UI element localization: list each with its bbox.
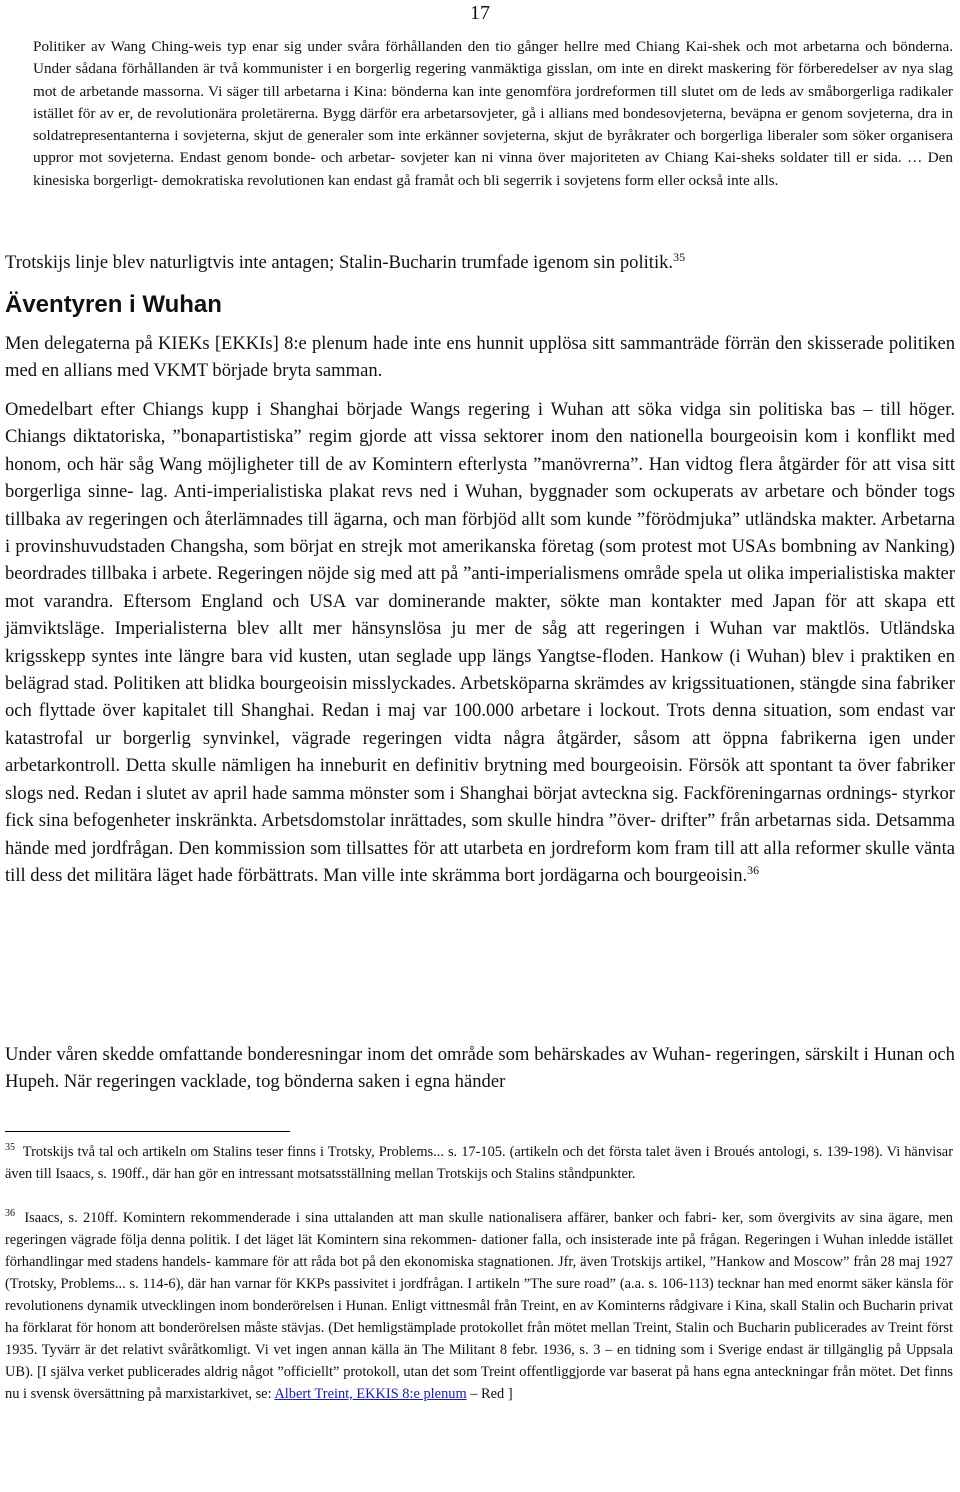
paragraph-trotsky-line: [5, 249, 955, 276]
paragraph-line: mot amerikanska företag (som protest mot USAs bombning av Nanking) beordrades tillbaka i: [5, 536, 955, 585]
paragraph-line: seglade upp längs Yangtse-floden. Hankow (i Wuhan) blev i praktiken en belägrad stad. Politiken: [5, 645, 956, 695]
paragraph-line: Men delegaterna på KIEKs [EKKIs] 8:e plenum hade inte ens hunnit upplösa sitt sammanträde: [5, 333, 720, 354]
footnote-line: Trotskijs och Stalins ståndpunkter.: [436, 1166, 636, 1182]
footnote-line: Militant 8 febr. 1936, s. 3 – en tidning som i Sverige endast är tillgänglig på Uppsala UB). [I själva verket publicerades: [5, 1342, 953, 1380]
footnote-ref-36[interactable]: 36: [747, 862, 760, 877]
quote-line: gisslan, om inte en direkt maskering för förberedelser av nya slag mot de arbetande massorna. Vi säger till arbetarna: [33, 60, 954, 100]
paragraph-line: denna situation, som endast var katastrofal ur borgerlig synvinkel, vägrade regeringen vidta några: [5, 700, 956, 749]
footnote-line: kammare för att råda bot på den ekonomiska stagnationen. Jfr, även Trotskijs artikel, ”Hankow and Moscow” från 28: [214, 1254, 895, 1270]
footnote-line: aldrig något ”officiellt” protokoll, utan det som Treint offentliggjorde var baserat på hans egna anteckningar från mötet.: [204, 1364, 896, 1380]
paragraph-line: Omedelbart efter Chiangs kupp i Shanghai började Wangs regering i Wuhan att söka vidga sin: [5, 399, 751, 420]
paragraph-peasant-uprisings: [5, 1041, 955, 1096]
paragraph-line: drifter” från arbetarnas sida. Detsamma hände med jordfrågan. Den kommission som tillsattes för: [5, 810, 956, 859]
footnote-line: Hunan. Enligt vittnesmål från Treint, en av Kominterns rådgivare i Kina, skall Stalin och Bucharin privat ha förklarat: [5, 1298, 953, 1336]
quote-line: mot arbetarna och bönderna. Under sådana förhållanden är två kommunister i en borgerlig regering vanmäktiga: [33, 38, 953, 78]
footnote-35: [5, 1141, 953, 1185]
paragraph-line: regeringen, särskilt i Hunan och Hupeh. När regeringen vacklade, tog bönderna saken i egna händer: [5, 1044, 955, 1093]
paragraph-line: politiska bas – till höger. Chiangs diktatoriska, ”bonapartistiska” regim gjorde att vissa sektorer: [5, 399, 956, 448]
paragraph-line: makter mot varandra. Eftersom England och USA var dominerande makter, sökte man kontakter: [5, 563, 955, 612]
footnote-ref-35[interactable]: 35: [673, 249, 686, 264]
block-quote: [33, 36, 953, 192]
footnote-line: (a.a. s. 106-113) tecknar han med enormt säker känsla för revolutionens dynamik utvecklingen inom bonderörelsen i: [5, 1276, 953, 1314]
quote-line: de revolutionära proletärerna. Bygg därför era arbetarsovjeter, gå i allians med bondesovjeterna, beväpna er genom: [137, 104, 843, 122]
paragraph-line: åtgärder, såsom att öppna fabrikerna igen under arbetarkontroll. Detta skulle nämligen ha inneburit: [5, 727, 955, 777]
paragraph-line: fabriker och flyttade över kapitalet till Shanghai. Redan i maj var 100.000 arbetare i lockout. Trots: [5, 673, 955, 722]
paragraph-line: förbättrats. Man ville inte skrämma bort jordägarna och bourgeoisin.: [237, 864, 748, 886]
quote-line: sovjeter kan ni vinna över majoriteten av Chiang Kai-sheks soldater till er sida. … Den kinesiska borgerligt-: [33, 149, 953, 189]
paragraph-line: styrkor fick sina befogenheter inskränkta. Arbetsdomstolar inrättades, som skulle hindra ”över-: [5, 782, 955, 832]
paragraph-line: med Japan för att skapa ett jämviktsläge. Imperialisterna blev allt mer hänsynslösa ju mer de såg att: [5, 590, 956, 640]
paragraph-line: arbete. Regeringen nöjde sig med att på ”anti-imperialismens område spela ut olika imperialistiska: [162, 563, 899, 585]
footnote-line: i Broués antologi, s. 139-198). Vi hänvisar även till Isaacs, s. 190ff., där han gör en intressant motsatsställning mellan: [5, 1144, 953, 1182]
quote-line: i Kina: bönderna kan inte genomföra jordreformen till slutet om de leds av småborgerliga radikaler istället för av er,: [33, 82, 953, 122]
footnote-line: maj 1927 (Trotsky, Problems... s. 114-6), där han varnar för KKPs passivitet i jordfrågan. I artikeln ”The sure road”: [5, 1254, 953, 1292]
footnote-line: Isaacs, s. 210ff. Komintern rekommenderade i sina uttalanden att man skulle nationalisera affärer, banker och fabri-: [24, 1210, 717, 1226]
paragraph-line: förrän den skisserade politiken med en allians med VKMT började bryta samman.: [5, 333, 955, 382]
footnote-line: Bucharin publicerades av Treint först 1935. Tyvärr är det relativt svåråtkomligt. Vi vet ingen annan källa än The: [5, 1320, 953, 1358]
paragraph-line: bönder togs tillbaka av regeringen och återlämnades till ägarna, och man förbjöd allt som kunde: [5, 481, 956, 530]
page-number: 17: [470, 2, 490, 24]
footnote-line: – Red ]: [470, 1386, 513, 1402]
paragraph-line: Under våren skedde omfattande bonderesningar inom det område som behärskades av Wuhan-: [5, 1044, 712, 1065]
footnote-line: ker, som övergivits av sina ägare, men regeringen vägrade följa denna politik. I det läget lät Komintern sina rekommen-: [5, 1210, 953, 1248]
footnote-number: 36: [5, 1208, 15, 1220]
paragraph-line: ”förödmjuka” utländska makter. Arbetarna i provinshuvudstaden Changsha, som börjat en strejk: [5, 508, 956, 558]
footnote-number: 35: [5, 1142, 15, 1154]
footnote-36: [5, 1207, 953, 1405]
paragraph-line: regeringen i Wuhan var maktlös. Utländska krigsskepp syntes inte längre bara vid kusten, utan: [5, 618, 956, 667]
quote-line: sovjeterna, dra in soldatrepresentanterna i sovjeterna, skjut de generaler som inte erkänner sovjeterna, skjut de: [33, 104, 954, 145]
footnote-line: för honom att bonderörelsen måste stävjas. (Det hemligstämplade protokollet från mötet mellan Treint, Stalin och: [75, 1320, 734, 1336]
paragraph-delegates: [5, 330, 955, 385]
marxistarkivet-link[interactable]: Albert Treint, EKKIS 8:e plenum: [274, 1386, 467, 1402]
paragraph-line: en definitiv brytning med bourgeoisin. Försök att spontant ta över fabriker slogs ned. Redan i slutet: [5, 755, 955, 804]
quote-line: demokratiska revolutionen kan endast gå framåt och bli segerrik i sovjetens form eller också inte alls.: [161, 171, 779, 189]
paragraph-line: att blidka bourgeoisin misslyckades. Arbetsköparna skrämdes av krigssituationen, stängde sina: [185, 673, 892, 695]
paragraph-text: Trotskijs linje blev naturligtvis inte antagen; Stalin-Bucharin trumfade igenom sin politik.: [5, 252, 674, 273]
quote-line: Politiker av Wang Ching-weis typ enar sig under svåra förhållanden den tio gånger hellre med Chiang Kai-shek och: [33, 38, 768, 55]
quote-line: byråkrater och borgerliga liberaler som söker organisera uppror mot sovjeterna. Endast genom bonde- och arbetar-: [33, 127, 954, 167]
paragraph-line: lag. Anti-imperialistiska plakat revs ned i Wuhan, byggnader som ockuperats av arbetare och: [140, 481, 859, 503]
paragraph-line: av Komintern efterlysta ”manövrerna”. Han vidtog flera åtgärder för att visa sitt borgerliga sinne-: [5, 453, 955, 503]
paragraph-line: att utarbeta en jordreform kom fram till att alla reformer skulle vänta till dess det militära läget hade: [5, 837, 956, 886]
footnote-line: Trotskijs två tal och artikeln om Stalins teser finns i Trotsky, Problems... s. 17-105. (artikeln och det första talet även: [22, 1144, 702, 1160]
footnote-line: Det finns nu i svensk översättning på marxistarkivet, se:: [5, 1364, 953, 1402]
footnote-divider: [5, 1131, 290, 1132]
footnote-line: dationer falla, och insisterade inte på frågan. Regeringen i Wuhan inledde istället förhandlingar med stadens handels-: [5, 1232, 953, 1270]
paragraph-line: inom den nationella bourgeoisin kom i konflikt med honom, och här såg Wang möjligheter till de: [5, 426, 955, 475]
paragraph-wuhan: [5, 396, 955, 889]
section-heading: Äventyren i Wuhan: [5, 291, 222, 318]
paragraph-line: av april hade samma mönster som i Shanghai börjat avteckna sig. Fackföreningarnas ordnings-: [191, 782, 898, 804]
